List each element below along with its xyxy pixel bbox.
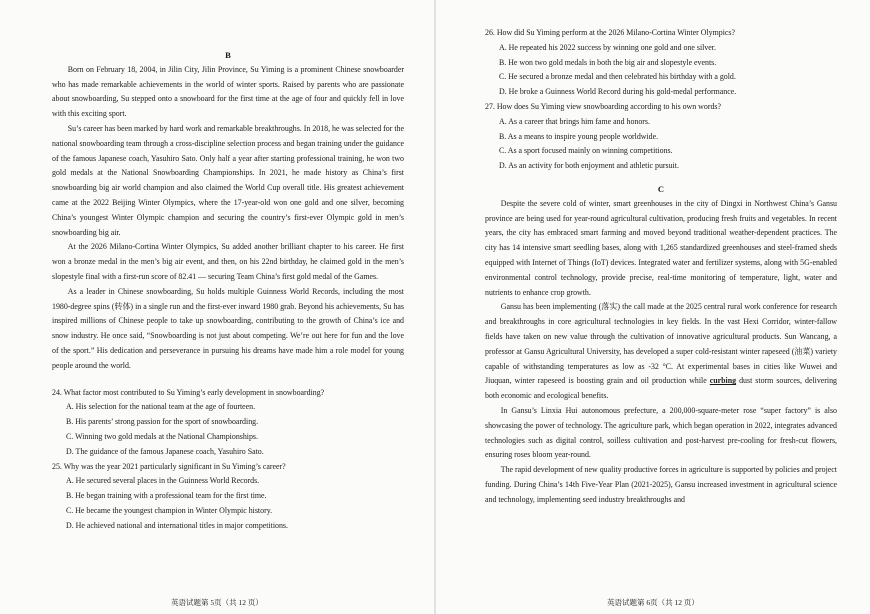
question-26-text: 26. How did Su Yiming perform at the 2026 Milano-Cortina Winter Olympics? [485, 28, 735, 37]
spacer [485, 174, 837, 182]
question-27-option-b[interactable]: B. As a means to inspire young people worldwide. [499, 131, 659, 141]
page-footer-right: 英语试题第 6页（共 12 页） [607, 598, 699, 607]
question-25-option-c[interactable]: C. He became the youngest champion in Winter Olympic history. [66, 505, 273, 515]
question-24-text: 24. What factor most contributed to Su Yiming’s early development in snowboarding? [52, 387, 325, 397]
question-26 [485, 26, 837, 100]
question-24-option-a[interactable]: A. His selection for the national team at the age of fourteen. [66, 402, 256, 412]
left-column [52, 48, 404, 534]
left-page [0, 0, 434, 614]
section-label-b: B [225, 50, 231, 60]
question-24-option-d[interactable]: D. The guidance of the famous Japanese coach, Yasuhiro Sato. [66, 446, 264, 456]
question-25 [52, 460, 404, 534]
question-27 [485, 100, 837, 174]
question-26-option-a[interactable]: A. He repeated his 2022 success by winning one gold and one silver. [499, 42, 716, 52]
question-24-option-c[interactable]: C. Winning two gold medals at the National Championships. [66, 431, 258, 441]
passage-c-paragraph-4: The rapid development of new quality productive forces in agriculture is supported by policies and project funding. During China’s 14th Five-Year Plan (2021-2025), Gansu increased investment in agricultural science and technology, implementing seed industry breakthroughs and [485, 465, 837, 504]
question-27-option-d[interactable]: D. As an activity for both enjoyment and athletic pursuit. [499, 161, 679, 171]
passage-c-paragraph-2 [485, 300, 837, 404]
paragraph-2-text-after: dust storm sources, delivering both economic and ecological benefits. [485, 376, 837, 401]
passage-c-paragraph-1: Despite the severe cold of winter, smart greenhouses in the city of Dingxi in Northwest China’s Gansu province are being used for year-round agricultural cultivation, producing fresh fruits and vegetables. In recent years, the city has embraced smart farming and moved beyond traditional weather-dependent practices. The city has 14 intensive smart seedling bases, along with 1,265 standardized greenhouses and steel-framed sheds equipped with Internet of Things (IoT) devices. Integrated water and fertilizer systems, along with 5G-enabled environmental control technology, provide precise, real-time monitoring of temperature, light, water and nutrients to enhance crop growth. [485, 198, 837, 297]
paragraph-2-text-before: Gansu has been implementing (落实) the call made at the 2025 central rural work conference for research and breakthroughs in core agricultural technologies in key fields. In the vast Hexi Corridor, winter-fallow fields have taken on new value through the cultivation of innovative agricultural products. Sun Wancang, a professor at Gansu Agricultural University, has developed a super cold-resistant winter rapeseed (油菜) variety capable of withstanding temperatures as low as -32 °C. At experimental bases in cities like Wuwei and Jiuquan, winter rapeseed is boosting grain and oil production while [485, 302, 837, 386]
right-page [436, 0, 870, 614]
passage-b-paragraph-3: At the 2026 Milano-Cortina Winter Olympics, Su added another brilliant chapter to his career. He first won a bronze medal in the men’s big air event, and then, on his 22nd birthday, he claimed gold in the men’s slopestyle final with a first-run score of 82.41 — securing Team China’s first gold medal of the Games. [52, 242, 404, 281]
question-25-option-d[interactable]: D. He achieved national and international titles in major competitions. [66, 520, 288, 530]
question-24 [52, 386, 404, 460]
passage-b-paragraph-1: Born on February 18, 2004, in Jilin City, Jilin Province, Su Yiming is a prominent Chinese snowboarder who has made remarkable achievements in the world of winter sports. Raised by parents who are passionate about snowboarding, Su stepped onto a snowboard for the first time at the age of four and quickly fell in love with this exciting sport. [52, 64, 404, 119]
passage-b-paragraph-4: As a leader in Chinese snowboarding, Su holds multiple Guinness World Records, including the most 1980-degree spins (转体) in a single run and the first-ever inward 1980 grab. Beyond his achievements, Su has inspired millions of Chinese people to take up snowboarding, contributing to the growth of China’s ice and snow industry. He once said, “Snowboarding is not just about competing. We’re out here for fun and the love of the sport.” His dedication and perseverance in pursuing his dreams have made him a role model for young people around the world. [52, 286, 404, 370]
question-25-option-a[interactable]: A. He secured several places in the Guinness World Records. [66, 476, 260, 486]
question-25-text: 25. Why was the year 2021 particularly significant in Su Yiming’s career? [52, 461, 286, 471]
question-27-text: 27. How does Su Yiming view snowboarding according to his own words? [485, 101, 721, 111]
page-footer-left: 英语试题第 5页（共 12 页） [171, 598, 263, 607]
question-27-option-a[interactable]: A. As a career that brings him fame and honors. [499, 116, 650, 126]
question-27-option-c[interactable]: C. As a sport focused mainly on winning competitions. [499, 146, 673, 156]
question-26-option-b[interactable]: B. He won two gold medals in both the big air and slopestyle events. [499, 57, 717, 67]
question-26-option-c[interactable]: C. He secured a bronze medal and then celebrated his birthday with a gold. [499, 72, 736, 82]
spacer [52, 374, 404, 386]
passage-b-paragraph-2: Su’s career has been marked by hard work and remarkable breakthroughs. In 2018, he was selected for the national snowboarding team through a cross-discipline selection process and began training under the guidance of the famous Japanese coach, Yasuhiro Sato. Only half a year after starting professional training, he won two gold medals at the National Snowboarding Championships. In 2021, he made history as China’s first snowboarding big air world champion and also claimed the World Cup overall title. His greatest achievement came at the 2022 Beijing Winter Olympics, where the 17-year-old won one gold and one silver, becoming China’s youngest Winter Olympic champion and securing the country’s first-ever Olympic gold in men’s snowboarding big air. [52, 123, 404, 237]
question-25-option-b[interactable]: B. He began training with a professional team for the first time. [66, 491, 267, 501]
question-26-option-d[interactable]: D. He broke a Guinness World Record during his gold-medal performance. [499, 87, 737, 97]
section-label-c: C [657, 183, 665, 194]
question-24-option-b[interactable]: B. His parents’ strong passion for the sport of snowboarding. [66, 417, 259, 427]
passage-c-paragraph-3: In Gansu’s Linxia Hui autonomous prefecture, a 200,000-square-meter rose “super factory” is also showcasing the power of technology. The agriculture park, which began operation in 2022, integrates advanced technologies such as digital control, soilless cultivation and post-harvest pre-cooling for fresh-cut flowers, ensuring roses bloom year-round. [485, 405, 837, 460]
right-column [485, 28, 837, 508]
underlined-word-curbing: curbing [709, 376, 737, 386]
